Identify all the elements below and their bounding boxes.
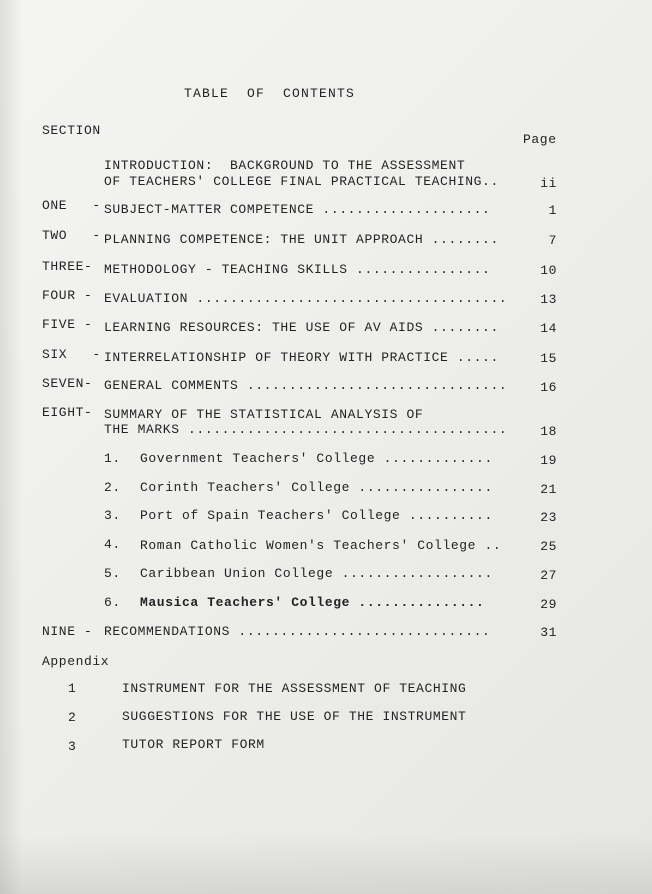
section-page-five: 14 — [540, 321, 557, 336]
section-column-header: SECTION — [42, 123, 101, 138]
section-page-one: 1 — [548, 203, 557, 218]
section-page-three: 10 — [540, 263, 557, 278]
subsection-page-6: 29 — [540, 597, 557, 612]
subsection-page-1: 19 — [540, 453, 557, 468]
section-title-five: LEARNING RESOURCES: THE USE OF AV AIDS ........ — [104, 320, 499, 335]
introduction-title-line2: OF TEACHERS' COLLEGE FINAL PRACTICAL TEACHING.. — [104, 174, 499, 189]
subsection-page-4: 25 — [540, 539, 557, 554]
section-label-nine: NINE - — [42, 624, 93, 639]
section-title-six: INTERRELATIONSHIP OF THEORY WITH PRACTICE ..... — [104, 350, 499, 365]
subsection-num-6: 6. — [104, 595, 121, 610]
section-page-nine: 31 — [540, 625, 557, 640]
appendix-title-2: SUGGESTIONS FOR THE USE OF THE INSTRUMENT — [122, 709, 467, 724]
appendix-num-3: 3 — [68, 739, 77, 754]
subsection-title-2: Corinth Teachers' College ................ — [140, 480, 493, 495]
page-title: TABLE OF CONTENTS — [184, 86, 356, 101]
section-title-three: METHODOLOGY - TEACHING SKILLS ................ — [104, 262, 491, 277]
appendix-title-1: INSTRUMENT FOR THE ASSESSMENT OF TEACHING — [122, 681, 467, 696]
section-title-eight-line1: SUMMARY OF THE STATISTICAL ANALYSIS OF — [104, 407, 424, 422]
subsection-num-2: 2. — [104, 480, 121, 495]
appendix-num-1: 1 — [68, 681, 77, 696]
section-page-eight: 18 — [540, 424, 557, 439]
subsection-page-5: 27 — [540, 568, 557, 583]
section-label-five: FIVE - — [42, 317, 93, 332]
subsection-num-5: 5. — [104, 566, 121, 581]
section-title-seven: GENERAL COMMENTS ............................... — [104, 378, 508, 393]
section-title-one: SUBJECT-MATTER COMPETENCE .................... — [104, 202, 491, 217]
page-edge-shadow — [0, 0, 22, 894]
appendix-title-3: TUTOR REPORT FORM — [122, 737, 265, 752]
section-page-seven: 16 — [540, 380, 557, 395]
subsection-title-6: Mausica Teachers' College ............... — [140, 595, 485, 610]
subsection-num-1: 1. — [104, 451, 121, 466]
section-title-four: EVALUATION ..................................... — [104, 291, 508, 306]
subsection-num-4: 4. — [104, 537, 121, 552]
section-title-two: PLANNING COMPETENCE: THE UNIT APPROACH ........ — [104, 232, 499, 247]
subsection-title-5: Caribbean Union College .................. — [140, 566, 493, 581]
subsection-title-4: Roman Catholic Women's Teachers' College .. — [140, 538, 502, 553]
section-label-one: ONE - — [42, 198, 101, 213]
introduction-title-line1: INTRODUCTION: BACKGROUND TO THE ASSESSMENT — [104, 158, 466, 173]
appendix-num-2: 2 — [68, 710, 77, 725]
section-page-four: 13 — [540, 292, 557, 307]
page-column-header: Page — [523, 132, 557, 147]
section-label-eight: EIGHT- — [42, 405, 93, 420]
subsection-title-1: Government Teachers' College ............. — [140, 451, 493, 466]
subsection-title-3: Port of Spain Teachers' College .......... — [140, 508, 493, 523]
section-label-seven: SEVEN- — [42, 376, 93, 391]
subsection-num-3: 3. — [104, 508, 121, 523]
appendix-header: Appendix — [42, 654, 110, 669]
section-label-three: THREE- — [42, 259, 93, 274]
subsection-page-2: 21 — [540, 482, 557, 497]
section-title-eight-line2: THE MARKS ...................................... — [104, 422, 508, 437]
section-label-six: SIX - — [42, 347, 101, 362]
page-bottom-shadow — [0, 834, 652, 894]
section-page-six: 15 — [540, 351, 557, 366]
section-page-two: 7 — [548, 233, 557, 248]
section-title-nine: RECOMMENDATIONS .............................. — [104, 624, 491, 639]
section-label-four: FOUR - — [42, 288, 93, 303]
subsection-page-3: 23 — [540, 510, 557, 525]
introduction-page: ii — [540, 176, 557, 191]
section-label-two: TWO - — [42, 228, 101, 243]
